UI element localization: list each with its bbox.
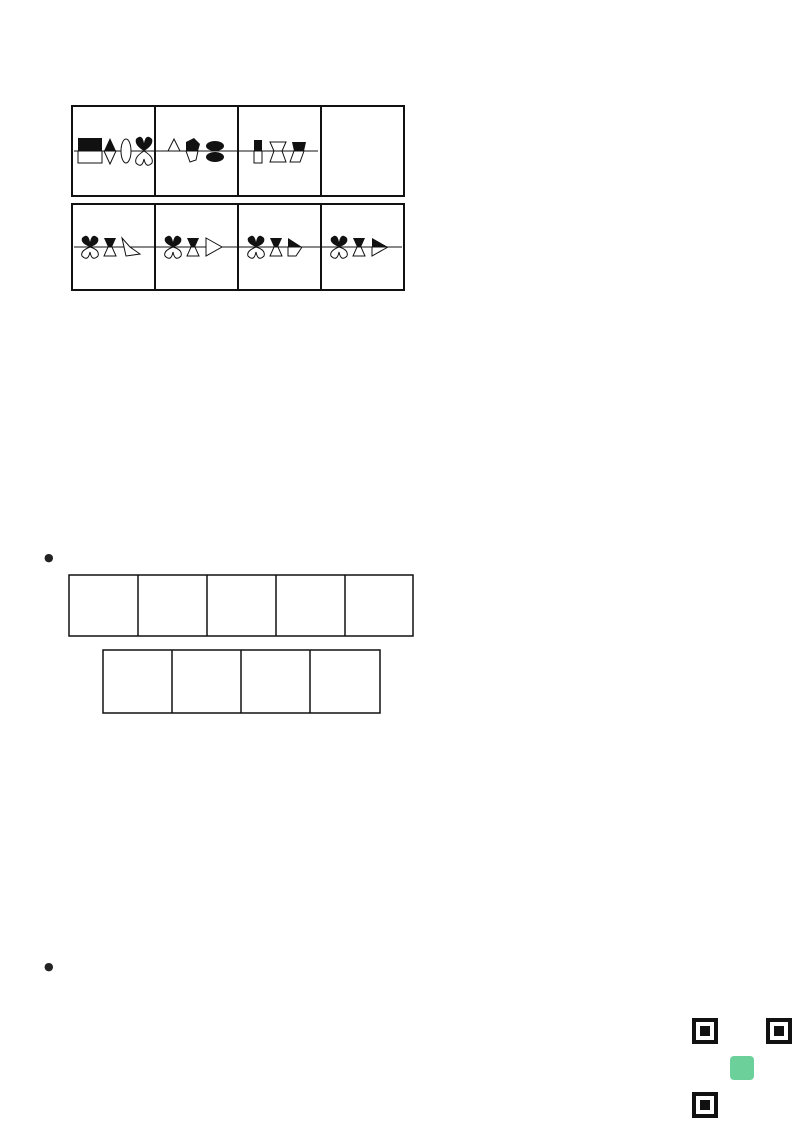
qr-code-icon[interactable] (690, 1016, 794, 1120)
bullet-icon: ● (44, 960, 54, 973)
bullet-icon: ● (44, 551, 54, 564)
qr-center-logo (730, 1056, 754, 1080)
question2-stem-figure (68, 574, 414, 638)
question1-figure (70, 104, 410, 324)
top-cell-2-shapes (168, 138, 224, 162)
question2-options-figure (102, 649, 382, 731)
top-cell-3-shapes (254, 140, 306, 163)
